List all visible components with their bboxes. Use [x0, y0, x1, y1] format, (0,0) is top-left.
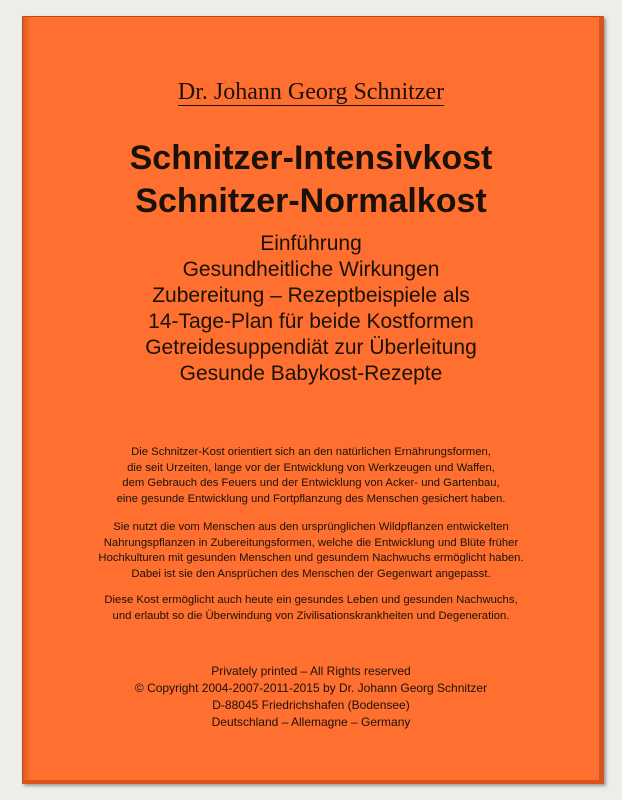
- footer-line: Deutschland – Allemagne – Germany: [211, 715, 411, 729]
- author-name-text: Dr. Johann Georg Schnitzer: [177, 79, 445, 105]
- topic-item: Einführung: [260, 232, 362, 255]
- paragraph-line: Diese Kost ermöglicht auch heute ein gesundes Leben und gesunden Nachwuchs,: [104, 594, 518, 606]
- topic-item: 14-Tage-Plan für beide Kostformen: [148, 310, 474, 333]
- topics-list: [23, 231, 599, 387]
- author-name: [23, 77, 599, 107]
- paragraph-line: Dabei ist sie den Ansprüchen des Menschen der Gegenwart angepasst.: [131, 567, 491, 580]
- paragraph-line: Sie nutzt die vom Menschen aus den ursprünglichen Wildpflanzen entwickelten: [113, 521, 509, 533]
- topic-item: Gesundheitliche Wirkungen: [182, 258, 440, 281]
- footer-line: D-88045 Friedrichshafen (Bodensee): [212, 698, 410, 712]
- book-cover: [22, 16, 604, 784]
- paragraph-line: Nahrungspflanzen in Zubereitungsformen, welche die Entwicklung und Blüte früher: [103, 536, 519, 549]
- description-paragraph-1: [53, 445, 569, 507]
- paragraph-line: dem Gebrauch des Feuers und der Entwicklung von Acker- und Gartenbau,: [122, 477, 500, 489]
- topic-item: Gesunde Babykost-Rezepte: [179, 362, 443, 385]
- topic-item: Getreidesuppendiät zur Überleitung: [145, 336, 477, 359]
- title-line-1: Schnitzer-Intensivkost: [129, 139, 493, 177]
- paragraph-line: die seit Urzeiten, lange vor der Entwicklung von Werkzeugen und Waffen,: [127, 461, 495, 474]
- footer-line: © Copyright 2004-2007-2011-2015 by Dr. Johann Georg Schnitzer: [134, 681, 488, 695]
- paragraph-line: Hochkulturen mit gesunden Menschen und gesundem Nachwuchs ermöglicht haben.: [98, 552, 524, 564]
- paragraph-line: eine gesunde Entwicklung und Fortpflanzung des Menschen gesichert haben.: [116, 492, 506, 505]
- publisher-footer: [23, 663, 599, 731]
- footer-line: Privately printed – All Rights reserved: [211, 664, 411, 678]
- paragraph-line: und erlaubt so die Überwindung von Zivilisationskrankheiten und Degeneration.: [112, 609, 510, 622]
- topic-item: Zubereitung – Rezeptbeispiele als: [152, 284, 470, 307]
- paragraph-line: Die Schnitzer-Kost orientiert sich an den natürlichen Ernährungsformen,: [131, 446, 491, 458]
- description-paragraph-2: [53, 520, 569, 582]
- description-paragraph-3: [53, 593, 569, 624]
- title-line-2: Schnitzer-Normalkost: [135, 182, 487, 220]
